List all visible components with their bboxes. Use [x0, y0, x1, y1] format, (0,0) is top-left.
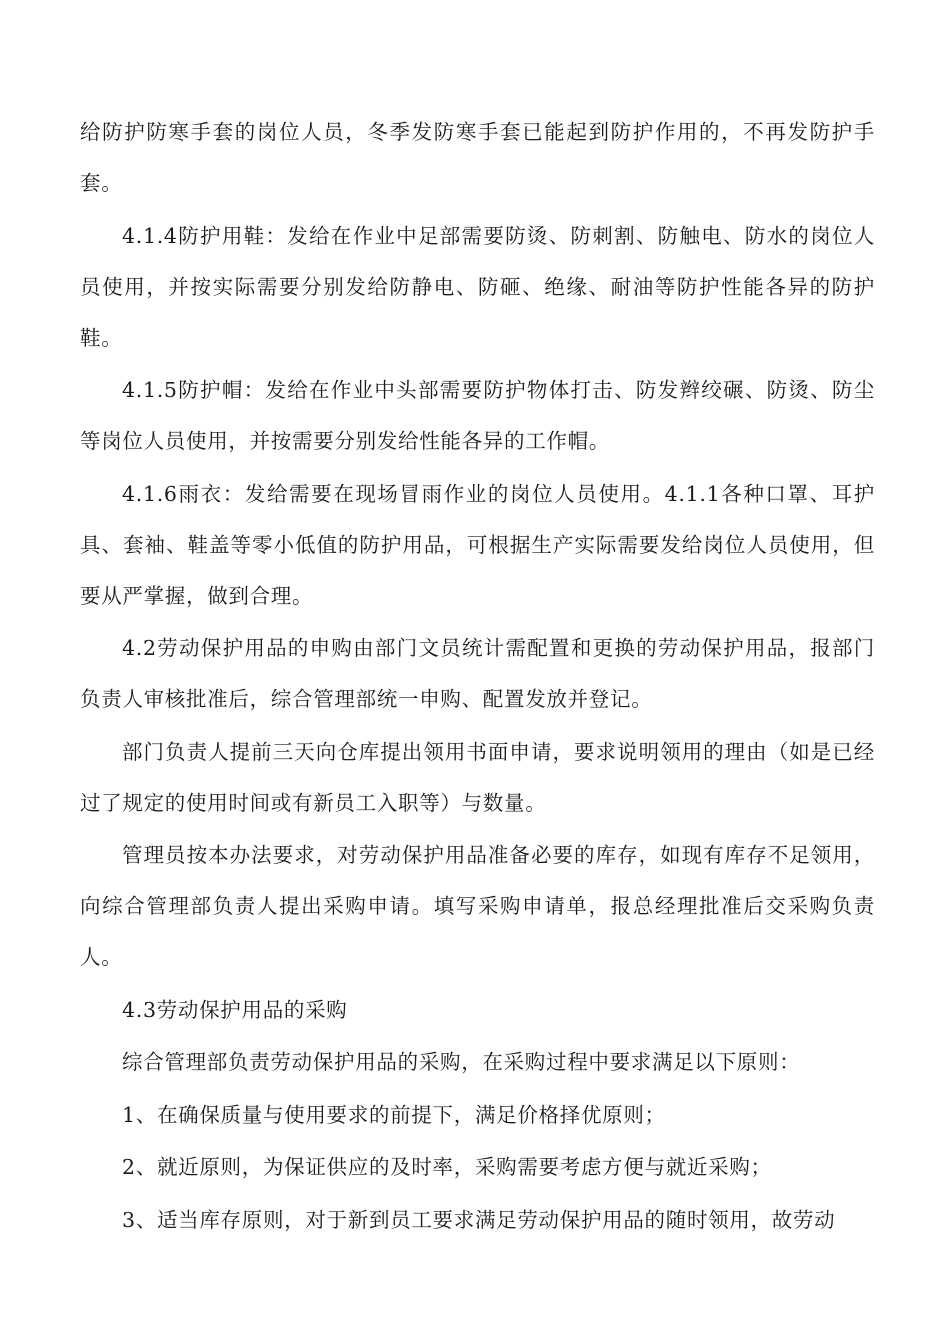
paragraph-manager: 管理员按本办法要求，对劳动保护用品准备必要的库存，如现有库存不足领用，向综合管理部负责人提出采购申请。填写采购申请单，报总经理批准后交采购负责人。 [80, 843, 875, 969]
document-body [80, 107, 875, 1247]
paragraph-4-1-4: 4.1.4防护用鞋：发给在作业中足部需要防烫、防刺割、防触电、防水的岗位人员使用，并按实际需要分别发给防静电、防砸、绝缘、耐油等防护性能各异的防护鞋。 [80, 223, 875, 350]
paragraph-continued: 给防护防寒手套的岗位人员，冬季发防寒手套已能起到防护作用的，不再发防护手套。 [80, 120, 875, 195]
paragraph-4-2: 4.2劳动保护用品的申购由部门文员统计需配置和更换的劳动保护用品，报部门负责人审核批准后，综合管理部统一申购、配置发放并登记。 [80, 636, 875, 711]
list-item-rule-1: 1、在确保质量与使用要求的前提下，满足价格择优原则； [122, 1102, 666, 1127]
paragraph-4-1-6: 4.1.6雨衣：发给需要在现场冒雨作业的岗位人员使用。4.1.1各种口罩、耳护具、套袖、鞋盖等零小低值的防护用品，可根据生产实际需要发给岗位人员使用，但要从严掌握，做到合理。 [80, 481, 875, 608]
list-item-rule-2: 2、就近原则，为保证供应的及时率，采购需要考虑方便与就近采购； [122, 1155, 772, 1179]
paragraph-dept-head: 部门负责人提前三天向仓库提出领用书面申请，要求说明领用的理由（如是已经过了规定的使用时间或有新员工入职等）与数量。 [80, 739, 875, 815]
paragraph-procure-intro: 综合管理部负责劳动保护用品的采购，在采购过程中要求满足以下原则： [122, 1050, 801, 1074]
list-item-rule-3: 3、适当库存原则，对于新到员工要求满足劳动保护用品的随时领用，故劳动 [122, 1207, 836, 1232]
paragraph-4-1-5: 4.1.5防护帽：发给在作业中头部需要防护物体打击、防发辫绞碾、防烫、防尘等岗位人员使用，并按需要分别发给性能各异的工作帽。 [80, 378, 875, 453]
section-heading-4-3: 4.3劳动保护用品的采购 [122, 997, 348, 1022]
